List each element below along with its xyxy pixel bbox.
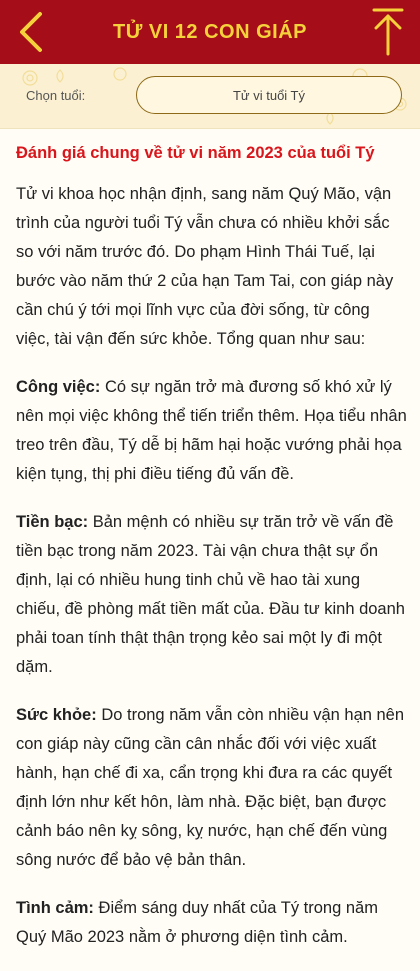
section-label: Công việc:: [16, 378, 101, 396]
arrow-up-icon: [368, 6, 408, 58]
age-select-value: Tử vi tuổi Tý: [232, 87, 306, 103]
article-intro: Tử vi khoa học nhận định, sang năm Quý Mão, vận trình của người tuổi Tý vẫn chưa có nhiều khởi sắc so với năm trước đó. Do phạm Hình Thái Tuế, lại bước vào năm thứ 2 của hạn Tam Tai, con giáp này cần chú ý tới mọi lĩnh vực của đời sống, từ công việc, tài vận đến sức khỏe. Tổng quan như sau:: [16, 185, 394, 348]
chevron-left-icon: [12, 8, 52, 56]
scroll-top-button[interactable]: [368, 6, 408, 58]
section-label: Tình cảm:: [16, 899, 94, 917]
article-heading: Đánh giá chung về tử vi năm 2023 của tuổi Tý: [16, 144, 375, 162]
page-title: TỬ VI 12 CON GIÁP: [112, 20, 308, 43]
section-text: Có sự ngăn trở mà đương số khó xử lý nên mọi việc không thể tiến triển thêm. Họa tiểu nhân treo trên đầu, Tý dễ bị hãm hại hoặc vướng phải họa kiện tụng, thị phi điều tiếng đủ vấn đề.: [16, 378, 407, 483]
section-label: Tiền bạc:: [16, 513, 89, 531]
app-header: [0, 0, 420, 64]
age-selector-bar: [0, 64, 420, 129]
article-content: [16, 140, 408, 971]
section-label: Sức khỏe:: [16, 706, 97, 724]
section-text: Điểm sáng duy nhất của Tý trong năm Quý Mão 2023 nằm ở phương diện tình cảm.: [16, 899, 378, 946]
section-text: Bản mệnh có nhiều sự trăn trở về vấn đề tiền bạc trong năm 2023. Tài vận chưa thật sự ổn định, lại có nhiều hung tinh chủ về hao tài xung chiếu, đề phòng mất tiền mất của. Đầu tư kinh doanh phải toan tính thật thận trọng kẻo sai một ly đi một dặm.: [16, 513, 405, 676]
section-health: [16, 701, 408, 875]
section-money: [16, 508, 408, 682]
age-select-dropdown[interactable]: [136, 76, 402, 114]
section-love: [16, 894, 408, 952]
section-text: Do trong năm vẫn còn nhiều vận hạn nên con giáp này cũng cần cân nhắc đối với việc xuất hành, hạn chế đi xa, cẩn trọng khi đưa ra các quyết định lớn như kết hôn, làm nhà. Đặc biệt, bạn được cảnh báo nên kỵ sông, kỵ nước, hạn chế đến vùng sông nước để bảo vệ bản thân.: [16, 706, 405, 869]
section-career: [16, 373, 408, 489]
back-button[interactable]: [12, 8, 52, 56]
age-selector-label: Chọn tuổi:: [26, 88, 86, 103]
